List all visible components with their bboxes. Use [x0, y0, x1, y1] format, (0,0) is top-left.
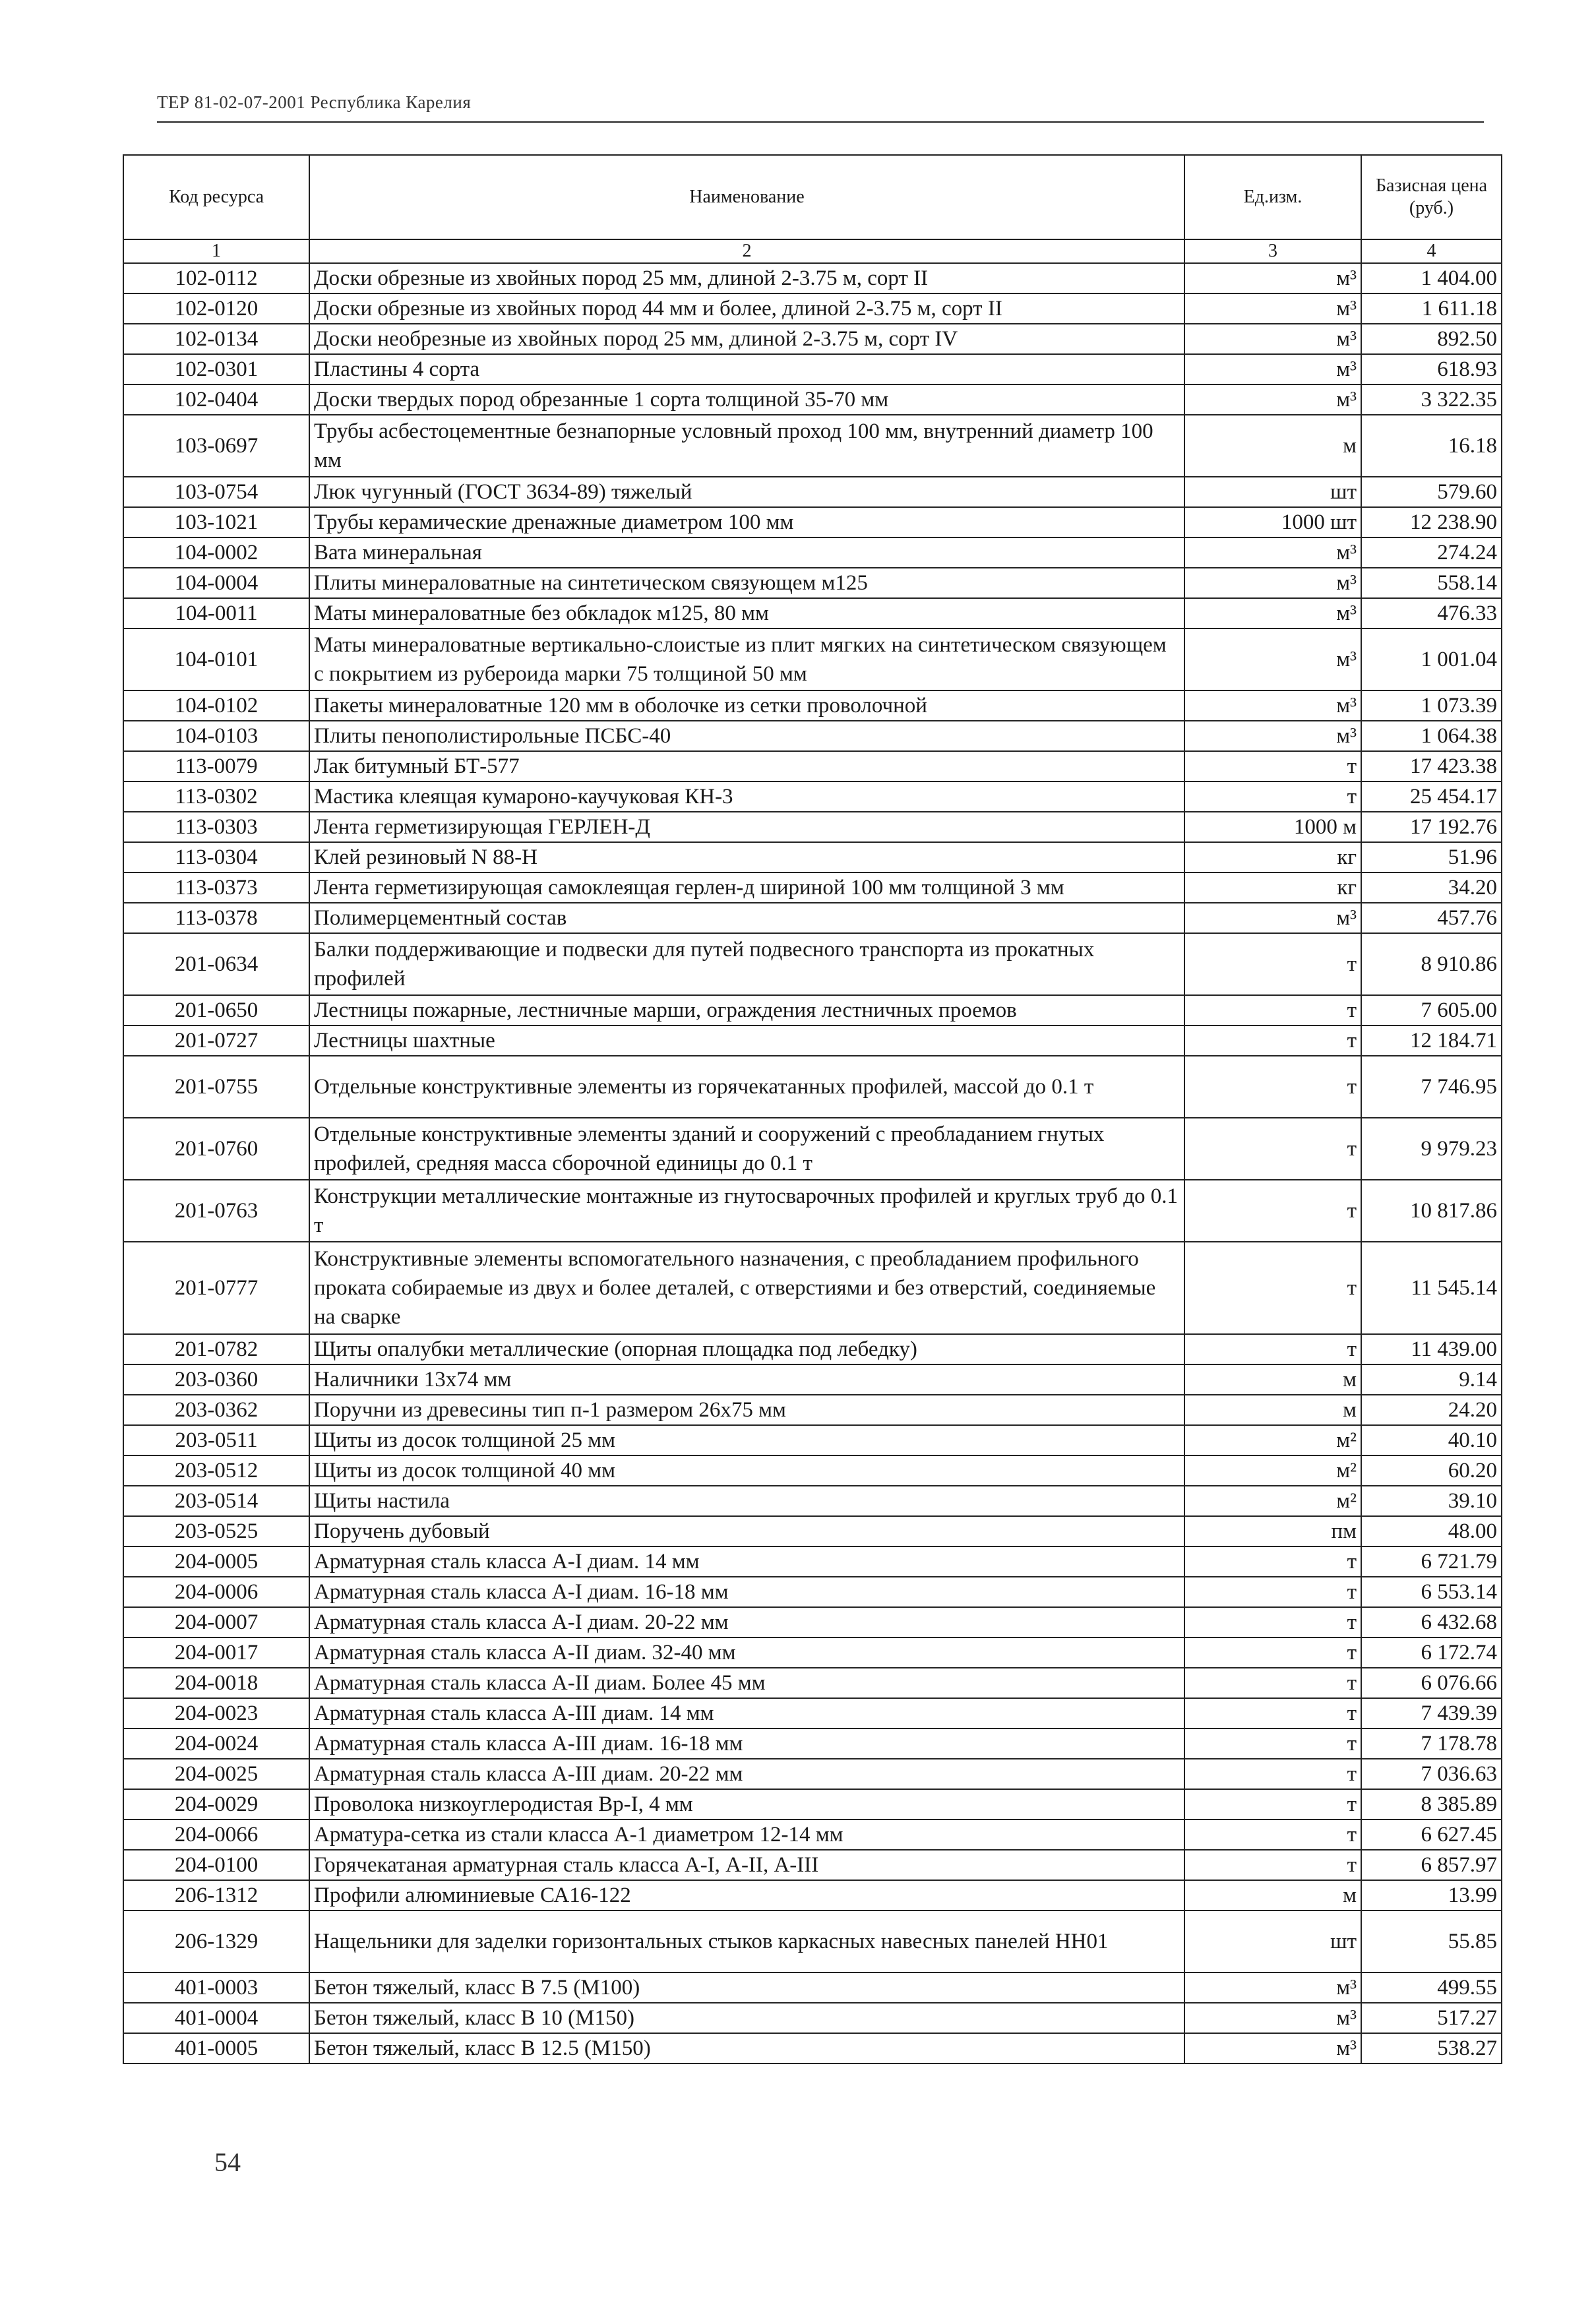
table-row	[123, 384, 1502, 415]
code-cell: 104-0101	[123, 628, 309, 690]
unit-cell: т	[1184, 1759, 1361, 1789]
code-cell: 201-0650	[123, 995, 309, 1025]
table-row	[123, 2033, 1502, 2064]
table-row	[123, 1728, 1502, 1759]
table-row	[123, 1025, 1502, 1056]
name-cell: Бетон тяжелый, класс В 10 (М150)	[309, 2003, 1184, 2033]
code-cell: 203-0360	[123, 1364, 309, 1395]
name-cell: Арматурная сталь класса А-I диам. 16-18 мм	[309, 1577, 1184, 1607]
price-cell: 16.18	[1361, 415, 1502, 477]
price-cell: 10 817.86	[1361, 1180, 1502, 1242]
price-cell: 8 385.89	[1361, 1789, 1502, 1819]
column-number: 4	[1361, 239, 1502, 263]
code-cell: 201-0782	[123, 1334, 309, 1364]
price-cell: 476.33	[1361, 598, 1502, 628]
code-cell: 401-0003	[123, 1972, 309, 2003]
name-cell: Отдельные конструктивные элементы зданий и сооружений с преобладанием гнутых профилей, средняя масса сборочной единицы до 0.1 т	[309, 1118, 1184, 1180]
name-cell: Доски обрезные из хвойных пород 44 мм и более, длиной 2-3.75 м, сорт II	[309, 293, 1184, 324]
unit-cell: т	[1184, 995, 1361, 1025]
unit-cell: шт	[1184, 1911, 1361, 1972]
column-number-row	[123, 239, 1502, 263]
name-cell: Наличники 13х74 мм	[309, 1364, 1184, 1395]
name-cell: Арматурная сталь класса А-II диам. Более 45 мм	[309, 1668, 1184, 1698]
unit-cell: 1000 шт	[1184, 507, 1361, 537]
name-cell: Плиты пенополистирольные ПСБС-40	[309, 721, 1184, 751]
price-cell: 6 627.45	[1361, 1819, 1502, 1850]
price-cell: 6 721.79	[1361, 1546, 1502, 1577]
name-cell: Профили алюминиевые СА16-122	[309, 1880, 1184, 1911]
price-cell: 12 238.90	[1361, 507, 1502, 537]
code-cell: 204-0018	[123, 1668, 309, 1698]
code-cell: 206-1312	[123, 1880, 309, 1911]
name-cell: Бетон тяжелый, класс В 12.5 (М150)	[309, 2033, 1184, 2064]
unit-cell: т	[1184, 1698, 1361, 1728]
price-cell: 9.14	[1361, 1364, 1502, 1395]
code-cell: 201-0755	[123, 1056, 309, 1118]
code-cell: 201-0727	[123, 1025, 309, 1056]
unit-cell: м³	[1184, 690, 1361, 721]
unit-cell: м³	[1184, 263, 1361, 293]
name-cell: Арматурная сталь класса А-III диам. 16-18 мм	[309, 1728, 1184, 1759]
table-row	[123, 477, 1502, 507]
table-row	[123, 933, 1502, 995]
table-row	[123, 995, 1502, 1025]
code-cell: 201-0634	[123, 933, 309, 995]
price-cell: 457.76	[1361, 903, 1502, 933]
table-row	[123, 1668, 1502, 1698]
table-row	[123, 1819, 1502, 1850]
table-row	[123, 628, 1502, 690]
price-cell: 499.55	[1361, 1972, 1502, 2003]
name-cell: Мастика клеящая кумароно-каучуковая КН-3	[309, 781, 1184, 812]
table-row	[123, 568, 1502, 598]
unit-cell: м³	[1184, 903, 1361, 933]
unit-cell: т	[1184, 1577, 1361, 1607]
table-row	[123, 1334, 1502, 1364]
unit-cell: кг	[1184, 872, 1361, 903]
name-cell: Доски твердых пород обрезанные 1 сорта толщиной 35-70 мм	[309, 384, 1184, 415]
table-row	[123, 1056, 1502, 1118]
price-cell: 517.27	[1361, 2003, 1502, 2033]
code-cell: 204-0100	[123, 1850, 309, 1880]
header-code: Код ресурса	[123, 155, 309, 239]
table-row	[123, 415, 1502, 477]
code-cell: 204-0024	[123, 1728, 309, 1759]
table-row	[123, 1395, 1502, 1425]
table-row	[123, 293, 1502, 324]
price-cell: 274.24	[1361, 537, 1502, 568]
price-cell: 538.27	[1361, 2033, 1502, 2064]
price-cell: 579.60	[1361, 477, 1502, 507]
price-cell: 25 454.17	[1361, 781, 1502, 812]
unit-cell: м	[1184, 1395, 1361, 1425]
code-cell: 113-0303	[123, 812, 309, 842]
price-cell: 1 073.39	[1361, 690, 1502, 721]
name-cell: Нащельники для заделки горизонтальных стыков каркасных навесных панелей НН01	[309, 1911, 1184, 1972]
table-row	[123, 507, 1502, 537]
price-cell: 11 545.14	[1361, 1242, 1502, 1334]
table-row	[123, 1759, 1502, 1789]
code-cell: 104-0102	[123, 690, 309, 721]
code-cell: 201-0763	[123, 1180, 309, 1242]
code-cell: 204-0023	[123, 1698, 309, 1728]
price-cell: 1 001.04	[1361, 628, 1502, 690]
code-cell: 113-0079	[123, 751, 309, 781]
unit-cell: 1000 м	[1184, 812, 1361, 842]
unit-cell: м³	[1184, 537, 1361, 568]
code-cell: 401-0005	[123, 2033, 309, 2064]
name-cell: Пакеты минераловатные 120 мм в оболочке из сетки проволочной	[309, 690, 1184, 721]
table-row	[123, 751, 1502, 781]
price-cell: 7 036.63	[1361, 1759, 1502, 1789]
code-cell: 203-0525	[123, 1516, 309, 1546]
page-number: 54	[214, 2147, 241, 2177]
table-row	[123, 872, 1502, 903]
price-cell: 6 857.97	[1361, 1850, 1502, 1880]
unit-cell: кг	[1184, 842, 1361, 872]
unit-cell: т	[1184, 1334, 1361, 1364]
table-row	[123, 598, 1502, 628]
unit-cell: т	[1184, 1607, 1361, 1637]
name-cell: Щиты настила	[309, 1486, 1184, 1516]
table-row	[123, 842, 1502, 872]
price-cell: 7 178.78	[1361, 1728, 1502, 1759]
header-unit: Ед.изм.	[1184, 155, 1361, 239]
price-cell: 6 076.66	[1361, 1668, 1502, 1698]
name-cell: Лестницы пожарные, лестничные марши, ограждения лестничных проемов	[309, 995, 1184, 1025]
name-cell: Лента герметизирующая ГЕРЛЕН-Д	[309, 812, 1184, 842]
unit-cell: м³	[1184, 384, 1361, 415]
unit-cell: м³	[1184, 598, 1361, 628]
price-cell: 11 439.00	[1361, 1334, 1502, 1364]
header-price: Базисная цена (руб.)	[1361, 155, 1502, 239]
table-row	[123, 1880, 1502, 1911]
table-row	[123, 1789, 1502, 1819]
header-name: Наименование	[309, 155, 1184, 239]
price-cell: 8 910.86	[1361, 933, 1502, 995]
code-cell: 204-0005	[123, 1546, 309, 1577]
table-row	[123, 1425, 1502, 1455]
table-body	[123, 263, 1502, 2064]
price-cell: 618.93	[1361, 354, 1502, 384]
code-cell: 104-0011	[123, 598, 309, 628]
unit-cell: м²	[1184, 1455, 1361, 1486]
code-cell: 203-0362	[123, 1395, 309, 1425]
table-row	[123, 1364, 1502, 1395]
table-row	[123, 1972, 1502, 2003]
table-row	[123, 1637, 1502, 1668]
header-divider	[157, 121, 1484, 123]
name-cell: Доски обрезные из хвойных пород 25 мм, длиной 2-3.75 м, сорт II	[309, 263, 1184, 293]
name-cell: Клей резиновый N 88-Н	[309, 842, 1184, 872]
name-cell: Полимерцементный состав	[309, 903, 1184, 933]
price-cell: 40.10	[1361, 1425, 1502, 1455]
name-cell: Арматурная сталь класса А-I диам. 20-22 мм	[309, 1607, 1184, 1637]
code-cell: 104-0103	[123, 721, 309, 751]
code-cell: 104-0004	[123, 568, 309, 598]
name-cell: Горячекатаная арматурная сталь класса А-I, А-II, А-III	[309, 1850, 1184, 1880]
unit-cell: т	[1184, 1637, 1361, 1668]
name-cell: Щиты из досок толщиной 40 мм	[309, 1455, 1184, 1486]
unit-cell: м³	[1184, 1972, 1361, 2003]
unit-cell: т	[1184, 1728, 1361, 1759]
table-row	[123, 2003, 1502, 2033]
table-row	[123, 1516, 1502, 1546]
name-cell: Арматурная сталь класса А-III диам. 14 мм	[309, 1698, 1184, 1728]
price-cell: 48.00	[1361, 1516, 1502, 1546]
table-row	[123, 537, 1502, 568]
price-cell: 39.10	[1361, 1486, 1502, 1516]
table-row	[123, 1180, 1502, 1242]
price-cell: 55.85	[1361, 1911, 1502, 1972]
name-cell: Отдельные конструктивные элементы из горячекатанных профилей, массой до 0.1 т	[309, 1056, 1184, 1118]
code-cell: 102-0301	[123, 354, 309, 384]
price-cell: 7 439.39	[1361, 1698, 1502, 1728]
code-cell: 113-0302	[123, 781, 309, 812]
name-cell: Бетон тяжелый, класс В 7.5 (М100)	[309, 1972, 1184, 2003]
unit-cell: м	[1184, 1364, 1361, 1395]
code-cell: 103-0697	[123, 415, 309, 477]
table-row	[123, 1455, 1502, 1486]
table-row	[123, 781, 1502, 812]
table-row	[123, 324, 1502, 354]
price-cell: 1 611.18	[1361, 293, 1502, 324]
name-cell: Конструктивные элементы вспомогательного назначения, с преобладанием профильного проката собираемые из двух и более деталей, с отверстиями и без отверстий, соединяемые на сварке	[309, 1242, 1184, 1334]
unit-cell: м³	[1184, 293, 1361, 324]
table-row	[123, 1577, 1502, 1607]
name-cell: Арматурная сталь класса А-III диам. 20-22 мм	[309, 1759, 1184, 1789]
unit-cell: т	[1184, 1789, 1361, 1819]
unit-cell: м³	[1184, 324, 1361, 354]
table-row	[123, 1850, 1502, 1880]
unit-cell: т	[1184, 1118, 1361, 1180]
unit-cell: м³	[1184, 2033, 1361, 2064]
price-cell: 17 192.76	[1361, 812, 1502, 842]
unit-cell: т	[1184, 1242, 1361, 1334]
unit-cell: пм	[1184, 1516, 1361, 1546]
code-cell: 401-0004	[123, 2003, 309, 2033]
name-cell: Трубы асбестоцементные безнапорные условный проход 100 мм, внутренний диаметр 100 мм	[309, 415, 1184, 477]
unit-cell: т	[1184, 933, 1361, 995]
code-cell: 113-0373	[123, 872, 309, 903]
price-cell: 13.99	[1361, 1880, 1502, 1911]
table-row	[123, 1118, 1502, 1180]
name-cell: Пластины 4 сорта	[309, 354, 1184, 384]
price-cell: 892.50	[1361, 324, 1502, 354]
name-cell: Конструкции металлические монтажные из гнутосварочных профилей и круглых труб до 0.1 т	[309, 1180, 1184, 1242]
name-cell: Арматурная сталь класса А-II диам. 32-40 мм	[309, 1637, 1184, 1668]
code-cell: 203-0511	[123, 1425, 309, 1455]
column-number: 2	[309, 239, 1184, 263]
name-cell: Лестницы шахтные	[309, 1025, 1184, 1056]
unit-cell: т	[1184, 1819, 1361, 1850]
unit-cell: м³	[1184, 354, 1361, 384]
name-cell: Арматура-сетка из стали класса А-1 диаметром 12-14 мм	[309, 1819, 1184, 1850]
code-cell: 204-0029	[123, 1789, 309, 1819]
price-cell: 51.96	[1361, 842, 1502, 872]
unit-cell: т	[1184, 1056, 1361, 1118]
name-cell: Щиты опалубки металлические (опорная площадка под лебедку)	[309, 1334, 1184, 1364]
name-cell: Щиты из досок толщиной 25 мм	[309, 1425, 1184, 1455]
code-cell: 113-0304	[123, 842, 309, 872]
name-cell: Лак битумный БТ-577	[309, 751, 1184, 781]
name-cell: Поручни из древесины тип п-1 размером 26х75 мм	[309, 1395, 1184, 1425]
unit-cell: м	[1184, 1880, 1361, 1911]
table-row	[123, 721, 1502, 751]
name-cell: Маты минераловатные без обкладок м125, 80 мм	[309, 598, 1184, 628]
price-cell: 7 605.00	[1361, 995, 1502, 1025]
name-cell: Лента герметизирующая самоклеящая герлен-д шириной 100 мм толщиной 3 мм	[309, 872, 1184, 903]
code-cell: 102-0120	[123, 293, 309, 324]
price-cell: 34.20	[1361, 872, 1502, 903]
price-cell: 24.20	[1361, 1395, 1502, 1425]
table-row	[123, 263, 1502, 293]
unit-cell: т	[1184, 1025, 1361, 1056]
price-cell: 17 423.38	[1361, 751, 1502, 781]
code-cell: 102-0404	[123, 384, 309, 415]
code-cell: 103-0754	[123, 477, 309, 507]
table-row	[123, 690, 1502, 721]
price-cell: 6 553.14	[1361, 1577, 1502, 1607]
code-cell: 204-0007	[123, 1607, 309, 1637]
name-cell: Балки поддерживающие и подвески для путей подвесного транспорта из прокатных профилей	[309, 933, 1184, 995]
code-cell: 201-0760	[123, 1118, 309, 1180]
table-row	[123, 1486, 1502, 1516]
code-cell: 204-0006	[123, 1577, 309, 1607]
table-row	[123, 1607, 1502, 1637]
unit-cell: т	[1184, 781, 1361, 812]
unit-cell: м³	[1184, 2003, 1361, 2033]
name-cell: Плиты минераловатные на синтетическом связующем м125	[309, 568, 1184, 598]
unit-cell: т	[1184, 751, 1361, 781]
unit-cell: шт	[1184, 477, 1361, 507]
price-cell: 558.14	[1361, 568, 1502, 598]
price-cell: 9 979.23	[1361, 1118, 1502, 1180]
code-cell: 206-1329	[123, 1911, 309, 1972]
code-cell: 203-0514	[123, 1486, 309, 1516]
document-header: ТЕР 81-02-07-2001 Республика Карелия	[157, 92, 472, 112]
name-cell: Вата минеральная	[309, 537, 1184, 568]
name-cell: Арматурная сталь класса А-I диам. 14 мм	[309, 1546, 1184, 1577]
unit-cell: т	[1184, 1546, 1361, 1577]
code-cell: 103-1021	[123, 507, 309, 537]
unit-cell: т	[1184, 1668, 1361, 1698]
unit-cell: м³	[1184, 721, 1361, 751]
code-cell: 102-0134	[123, 324, 309, 354]
price-cell: 6 172.74	[1361, 1637, 1502, 1668]
name-cell: Доски необрезные из хвойных пород 25 мм, длиной 2-3.75 м, сорт IV	[309, 324, 1184, 354]
price-cell: 3 322.35	[1361, 384, 1502, 415]
unit-cell: м³	[1184, 628, 1361, 690]
unit-cell: м³	[1184, 568, 1361, 598]
name-cell: Люк чугунный (ГОСТ 3634-89) тяжелый	[309, 477, 1184, 507]
name-cell: Маты минераловатные вертикально-слоистые из плит мягких на синтетическом связующем с покрытием из рубероида марки 75 толщиной 50 мм	[309, 628, 1184, 690]
table-row	[123, 1698, 1502, 1728]
code-cell: 203-0512	[123, 1455, 309, 1486]
price-cell: 7 746.95	[1361, 1056, 1502, 1118]
table-row	[123, 354, 1502, 384]
unit-cell: м²	[1184, 1486, 1361, 1516]
unit-cell: м	[1184, 415, 1361, 477]
price-cell: 1 064.38	[1361, 721, 1502, 751]
name-cell: Поручень дубовый	[309, 1516, 1184, 1546]
code-cell: 204-0066	[123, 1819, 309, 1850]
price-cell: 6 432.68	[1361, 1607, 1502, 1637]
price-cell: 12 184.71	[1361, 1025, 1502, 1056]
column-number: 1	[123, 239, 309, 263]
table-row	[123, 812, 1502, 842]
code-cell: 102-0112	[123, 263, 309, 293]
price-cell: 60.20	[1361, 1455, 1502, 1486]
price-cell: 1 404.00	[1361, 263, 1502, 293]
code-cell: 204-0025	[123, 1759, 309, 1789]
unit-cell: т	[1184, 1180, 1361, 1242]
table-row	[123, 903, 1502, 933]
code-cell: 201-0777	[123, 1242, 309, 1334]
unit-cell: т	[1184, 1850, 1361, 1880]
unit-cell: м²	[1184, 1425, 1361, 1455]
table-row	[123, 1546, 1502, 1577]
price-table	[123, 154, 1502, 2064]
name-cell: Проволока низкоуглеродистая Вр-I, 4 мм	[309, 1789, 1184, 1819]
code-cell: 113-0378	[123, 903, 309, 933]
code-cell: 104-0002	[123, 537, 309, 568]
column-number: 3	[1184, 239, 1361, 263]
name-cell: Трубы керамические дренажные диаметром 100 мм	[309, 507, 1184, 537]
table-row	[123, 1242, 1502, 1334]
table-row	[123, 1911, 1502, 1972]
code-cell: 204-0017	[123, 1637, 309, 1668]
table-header-row	[123, 155, 1502, 239]
